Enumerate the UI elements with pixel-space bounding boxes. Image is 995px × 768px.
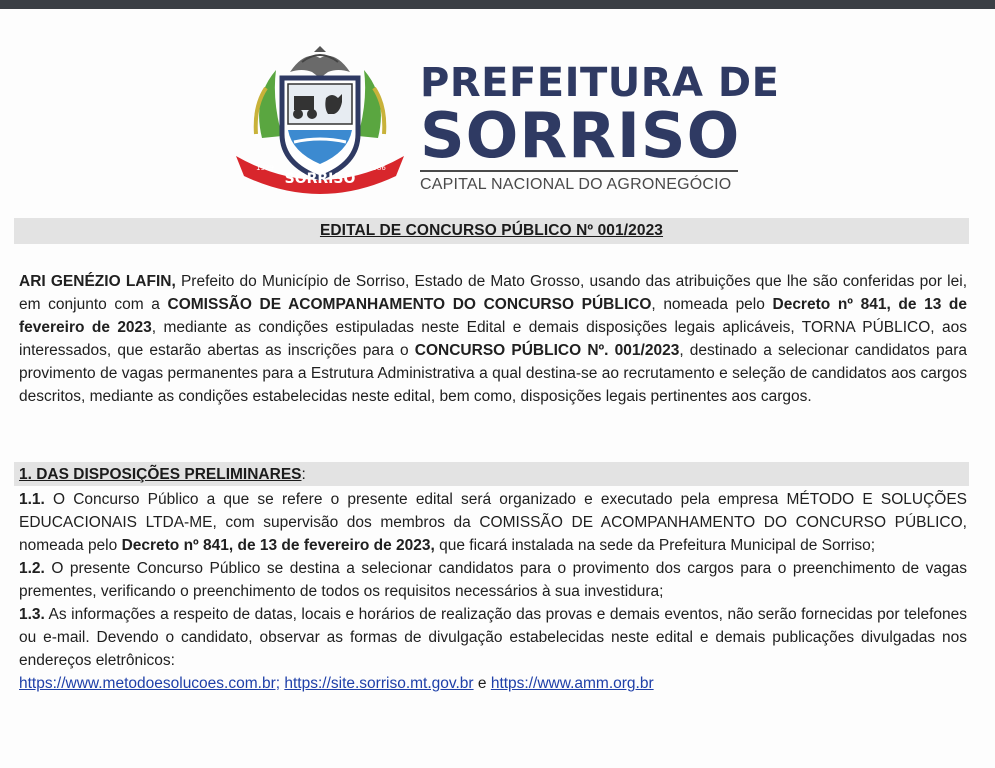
viewer-top-bar — [0, 0, 995, 9]
edital-title: EDITAL DE CONCURSO PÚBLICO Nº 001/2023 — [14, 218, 969, 244]
link-amm[interactable]: https://www.amm.org.br — [490, 675, 654, 692]
intro-text-2: , nomeada pelo — [651, 296, 773, 313]
item-text: As informações a respeito de datas, locais e horários de realização das provas e demais eventos, não serão fornecidas por telefones ou e-mail. Devendo o candidato, observar as formas de divulgação estabelecidas neste edital e demais publicações divulgadas nos endereços eletrônicos: — [19, 606, 967, 669]
brand-line-sorriso: SORRISO — [420, 99, 741, 172]
links-separator: e — [477, 675, 487, 692]
intro-text-1: Prefeito do Município de Sorriso, Estado de Mato Grosso, usando das atribuições que lhe são conferidas por lei, em conjunto com a — [19, 273, 967, 313]
mayor-name: ARI GENÉZIO LAFIN, — [19, 273, 176, 290]
concurso-reference: CONCURSO PÚBLICO Nº. 001/2023 — [414, 342, 680, 359]
intro-paragraph — [19, 270, 967, 408]
decree-reference: Decreto nº 841, de 13 de fevereiro de 2023, — [121, 537, 435, 554]
municipal-crest-logo — [232, 38, 408, 200]
crest-year-right: 1986 — [368, 164, 386, 172]
item-text: que ficará instalada na sede da Prefeitura Municipal de Sorriso; — [434, 537, 876, 554]
intro-text-3: , mediante as condições estipuladas neste Edital e demais disposições legais aplicáveis, TORNA PÚBLICO, aos interessados, que estarão abertas as inscrições para o — [19, 319, 967, 359]
section-1-colon: : — [301, 466, 306, 483]
item-1-1 — [19, 488, 967, 557]
item-text: O presente Concurso Público se destina a selecionar candidatos para o provimento dos cargos para o preenchimento de vagas prementes, verificando o preenchimento de todos os requisitos necessários à sua investidura; — [19, 560, 967, 600]
commission-name: COMISSÃO DE ACOMPANHAMENTO DO CONCURSO PÚBLICO — [167, 296, 652, 313]
link-metodo-solucoes[interactable]: https://www.metodoesolucoes.com.br; — [19, 675, 281, 692]
item-1-3 — [19, 603, 967, 672]
links-row — [19, 672, 967, 695]
brand-line-prefeitura: PREFEITURA DE — [420, 60, 780, 106]
intro-text-4: , destinado a selecionar candidatos para provimento de vagas permanentes para a Estrutura Administrativa a qual destina-se ao recrutamento e seleção de candidatos aos cargos descritos, mediante as condições estabelecidas neste edital, bem como, disposições legais pertinentes aos cargos. — [19, 342, 967, 405]
section-1-heading — [14, 462, 969, 486]
section-1-items — [19, 488, 967, 695]
item-text: O Concurso Público a que se refere o presente edital será organizado e executado pela empresa MÉTODO E SOLUÇÕES EDUCACIONAIS LTDA-ME, com supervisão dos membros da COMISSÃO DE ACOMPANHAMENTO DO CONCURSO PÚBLICO, nomeada pelo — [19, 491, 967, 554]
decree-reference: Decreto nº 841, de 13 de fevereiro de 2023 — [19, 296, 968, 336]
item-number: 1.2. — [19, 560, 45, 577]
item-1-2 — [19, 557, 967, 603]
crest-ribbon-text: SORRISO — [284, 171, 356, 187]
crest-year-left: 1979 — [256, 164, 274, 172]
brand-tagline: CAPITAL NACIONAL DO AGRONEGÓCIO — [420, 170, 738, 194]
document-header — [232, 38, 780, 208]
link-sorriso-site[interactable]: https://site.sorriso.mt.gov.br — [284, 675, 474, 692]
brand-wordmark — [420, 60, 780, 194]
item-number: 1.1. — [19, 491, 45, 508]
item-number: 1.3. — [19, 606, 45, 623]
section-1-title: 1. DAS DISPOSIÇÕES PRELIMINARES — [19, 466, 302, 483]
